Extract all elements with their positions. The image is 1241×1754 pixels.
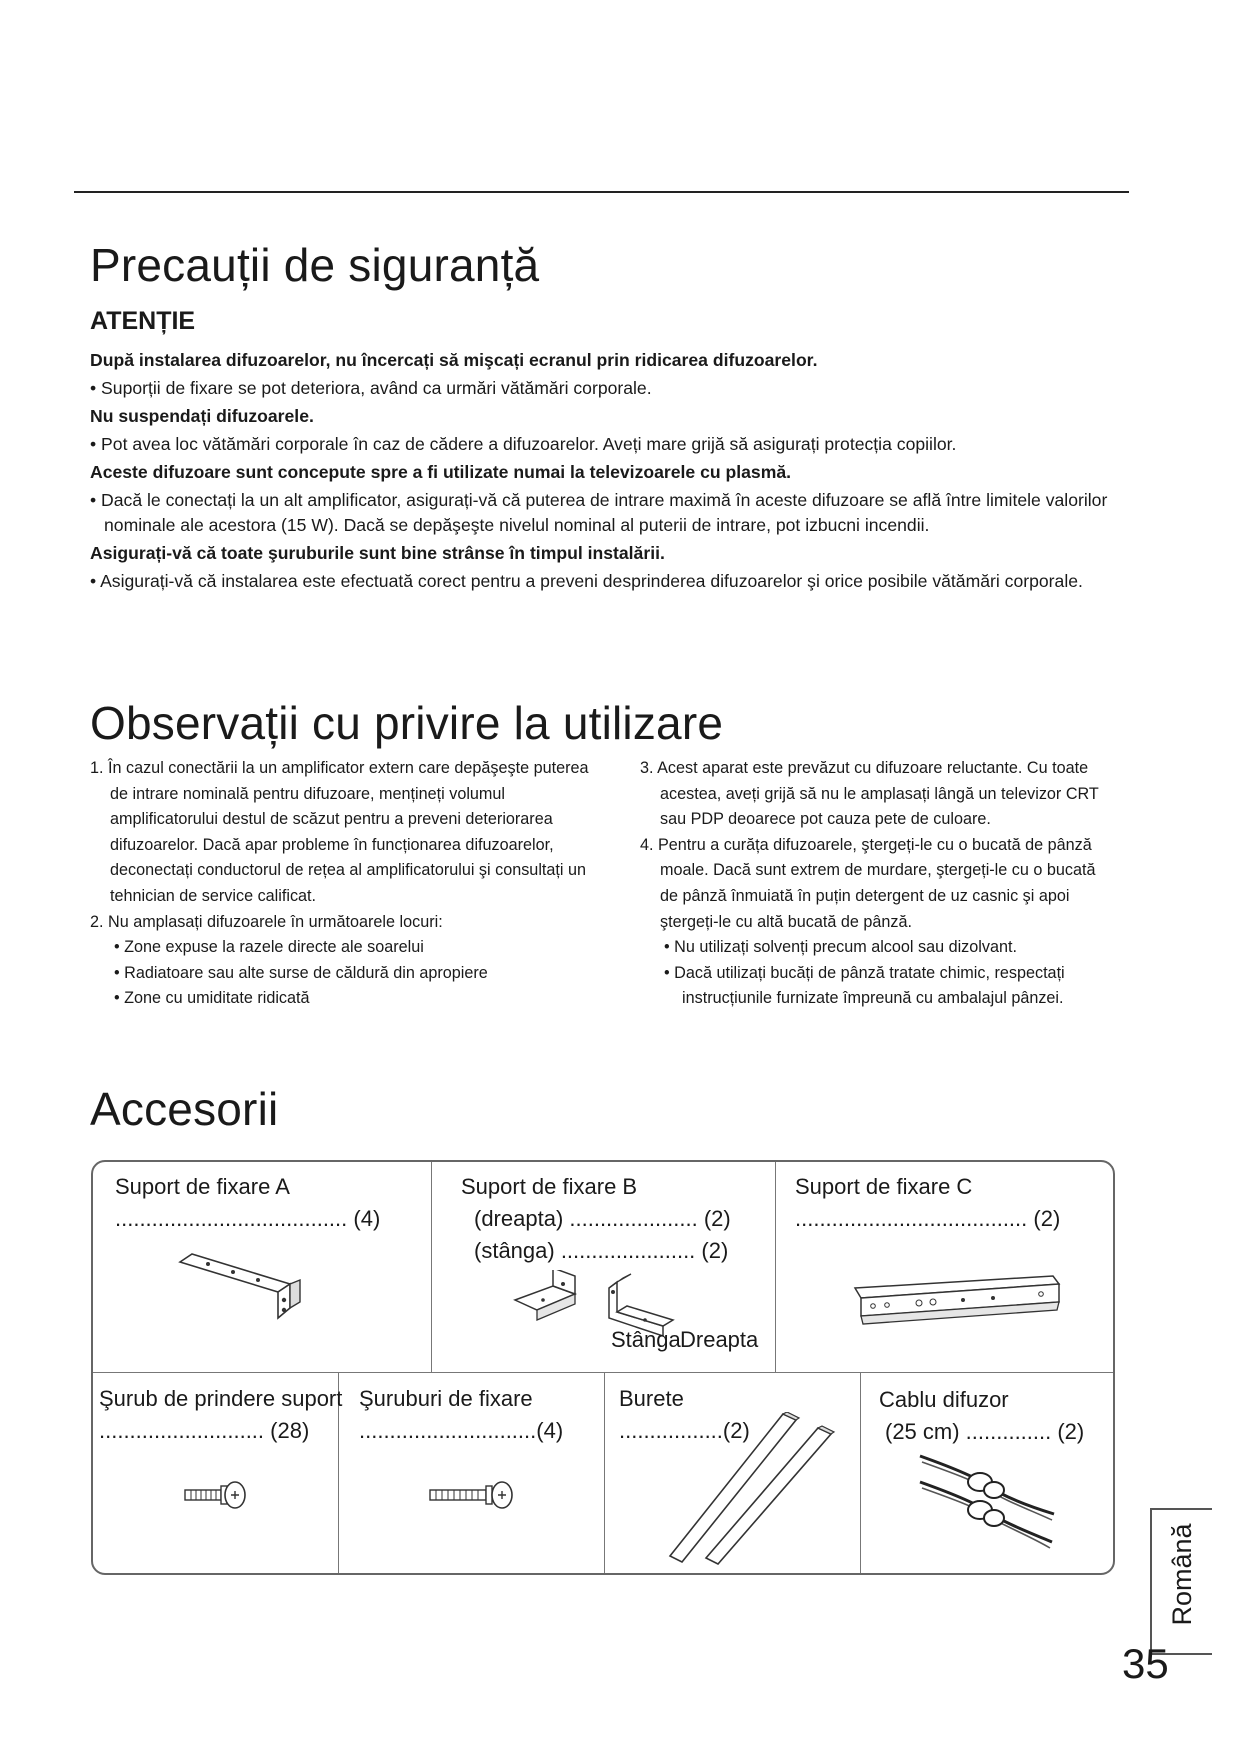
safety-warning-1: După instalarea difuzoarelor, nu încercați să mişcați ecranul prin ridicarea difuzoarelor. bbox=[90, 350, 818, 370]
usage-item-4-bullet: • Dacă utilizați bucăți de pânză tratate chimic, respectați instrucțiunile furnizate împreună cu ambalajul pânzei. bbox=[664, 963, 1065, 1008]
col-divider bbox=[431, 1162, 432, 1372]
speaker-cable-name: Cablu difuzor bbox=[879, 1387, 1009, 1412]
usage-left-column bbox=[90, 756, 590, 1012]
page-number: 35 bbox=[1122, 1640, 1169, 1687]
bracket-screw-qty: ........................... (28) bbox=[99, 1418, 310, 1443]
safety-warning-3: Aceste difuzoare sunt concepute spre a fi utilizate numai la televizoarele cu plasmă. bbox=[90, 462, 792, 482]
bracket-screw-name: Şurub de prindere suport bbox=[99, 1386, 343, 1411]
bracket-a-icon bbox=[178, 1250, 308, 1322]
accessories-title: Accesorii bbox=[90, 1083, 279, 1135]
accessories-table bbox=[91, 1160, 1115, 1575]
usage-item-4: 4. Pentru a curăța difuzoarele, ştergeți-le cu o bucată de pânză moale. Dacă sunt extrem de murdare, ştergeți-le cu o bucată de pânză înmuiată în puțin detergent de uz casnic şi apoi ştergeți-le cu altă bucată de pânză. bbox=[640, 835, 1096, 931]
col-divider bbox=[604, 1372, 605, 1573]
usage-right-column bbox=[640, 756, 1110, 1012]
safety-title: Precauții de siguranță bbox=[90, 239, 540, 291]
caution-heading: ATENȚIE bbox=[90, 307, 196, 335]
language-label: Română bbox=[1167, 1523, 1197, 1626]
safety-warning-4: Asigurați-vă că toate şuruburile sunt bine strânse în timpul instalării. bbox=[90, 543, 665, 563]
fixing-screw-icon bbox=[428, 1480, 518, 1510]
accessory-bracket-c bbox=[795, 1171, 1060, 1235]
accessory-bracket-screw bbox=[99, 1383, 342, 1447]
safety-bullet-2: • Pot avea loc vătămări corporale în caz de cădere a difuzoarelor. Aveți mare grijă să asigurați protecția copiilor. bbox=[90, 434, 957, 454]
bracket-b-right-qty: (dreapta) ..................... (2) bbox=[474, 1206, 731, 1231]
accessory-bracket-a bbox=[115, 1171, 380, 1235]
fixing-screws-qty: .............................(4) bbox=[359, 1418, 564, 1443]
bracket-screw-icon bbox=[183, 1480, 249, 1510]
bracket-c-name: Suport de fixare C bbox=[795, 1174, 973, 1199]
bracket-c-icon bbox=[853, 1274, 1063, 1326]
sponge-name: Burete bbox=[619, 1386, 684, 1411]
safety-bullet-3: • Dacă le conectați la un alt amplificator, asigurați-vă că puterea de intrare maximă în aceste difuzoare se află între limitele valorilor nominale ale acestora (15 W). Dacă se depăşeşte nivelul nominal al puterii de intrare, pot izbucni incendii. bbox=[90, 490, 1108, 535]
bracket-c-qty: ...................................... (2) bbox=[795, 1206, 1061, 1231]
top-rule bbox=[74, 191, 1129, 193]
col-divider bbox=[860, 1372, 861, 1573]
usage-item-1: 1. În cazul conectării la un amplificator extern care depăşeşte puterea de intrare nominală pentru difuzoare, mențineți volumul amplificatorului destul de scăzut pentru a preveni deteriorarea difuzoarelor. Dacă apar probleme în funcționarea difuzoarelor, deconectați conductorul de rețea al amplificatorului şi consultați un tehnician de service calificat. bbox=[90, 759, 589, 905]
safety-bullet-4: • Asigurați-vă că instalarea este efectuată corect pentru a preveni desprinderea difuzoarelor şi orice posibile vătămări corporale. bbox=[90, 571, 1083, 591]
safety-bullet-1: • Suporții de fixare se pot deteriora, având ca urmări vătămări corporale. bbox=[90, 378, 652, 398]
safety-warning-2: Nu suspendați difuzoarele. bbox=[90, 406, 314, 426]
usage-item-2-bullet: • Zone cu umiditate ridicată bbox=[114, 989, 310, 1008]
speaker-cable-icon bbox=[918, 1452, 1058, 1552]
sponge-qty: .................(2) bbox=[619, 1418, 750, 1443]
accessory-speaker-cable bbox=[879, 1384, 1084, 1448]
row-divider bbox=[93, 1372, 1113, 1373]
usage-title: Observații cu privire la utilizare bbox=[90, 697, 724, 749]
bracket-a-qty: ...................................... (4) bbox=[115, 1206, 381, 1231]
safety-body bbox=[90, 348, 1110, 597]
bracket-b-left-qty: (stânga) ...................... (2) bbox=[474, 1238, 729, 1263]
usage-item-3: 3. Acest aparat este prevăzut cu difuzoare reluctante. Cu toate acestea, aveți grijă să nu le amplasați lângă un televizor CRT sau PDP deoarece pot cauza pete de culoare. bbox=[640, 759, 1099, 829]
speaker-cable-qty: (25 cm) .............. (2) bbox=[885, 1419, 1085, 1444]
accessory-bracket-b bbox=[461, 1171, 731, 1267]
usage-item-4-bullet: • Nu utilizați solvenți precum alcool sau dizolvant. bbox=[664, 938, 1017, 957]
usage-item-2-bullet: • Radiatoare sau alte surse de căldură din apropiere bbox=[114, 963, 488, 982]
col-divider bbox=[775, 1162, 776, 1372]
bracket-b-name: Suport de fixare B bbox=[461, 1174, 638, 1199]
bracket-b-left-label: Stânga bbox=[611, 1327, 681, 1352]
usage-item-2-bullet: • Zone expuse la razele directe ale soarelui bbox=[114, 938, 424, 957]
fixing-screws-name: Şuruburi de fixare bbox=[359, 1386, 533, 1411]
sponge-icon bbox=[668, 1412, 838, 1567]
bracket-a-name: Suport de fixare A bbox=[115, 1174, 290, 1199]
accessory-fixing-screws bbox=[359, 1383, 563, 1447]
usage-item-2: 2. Nu amplasați difuzoarele în următoarele locuri: bbox=[90, 912, 443, 931]
bracket-b-right-label: Dreapta bbox=[680, 1327, 759, 1352]
